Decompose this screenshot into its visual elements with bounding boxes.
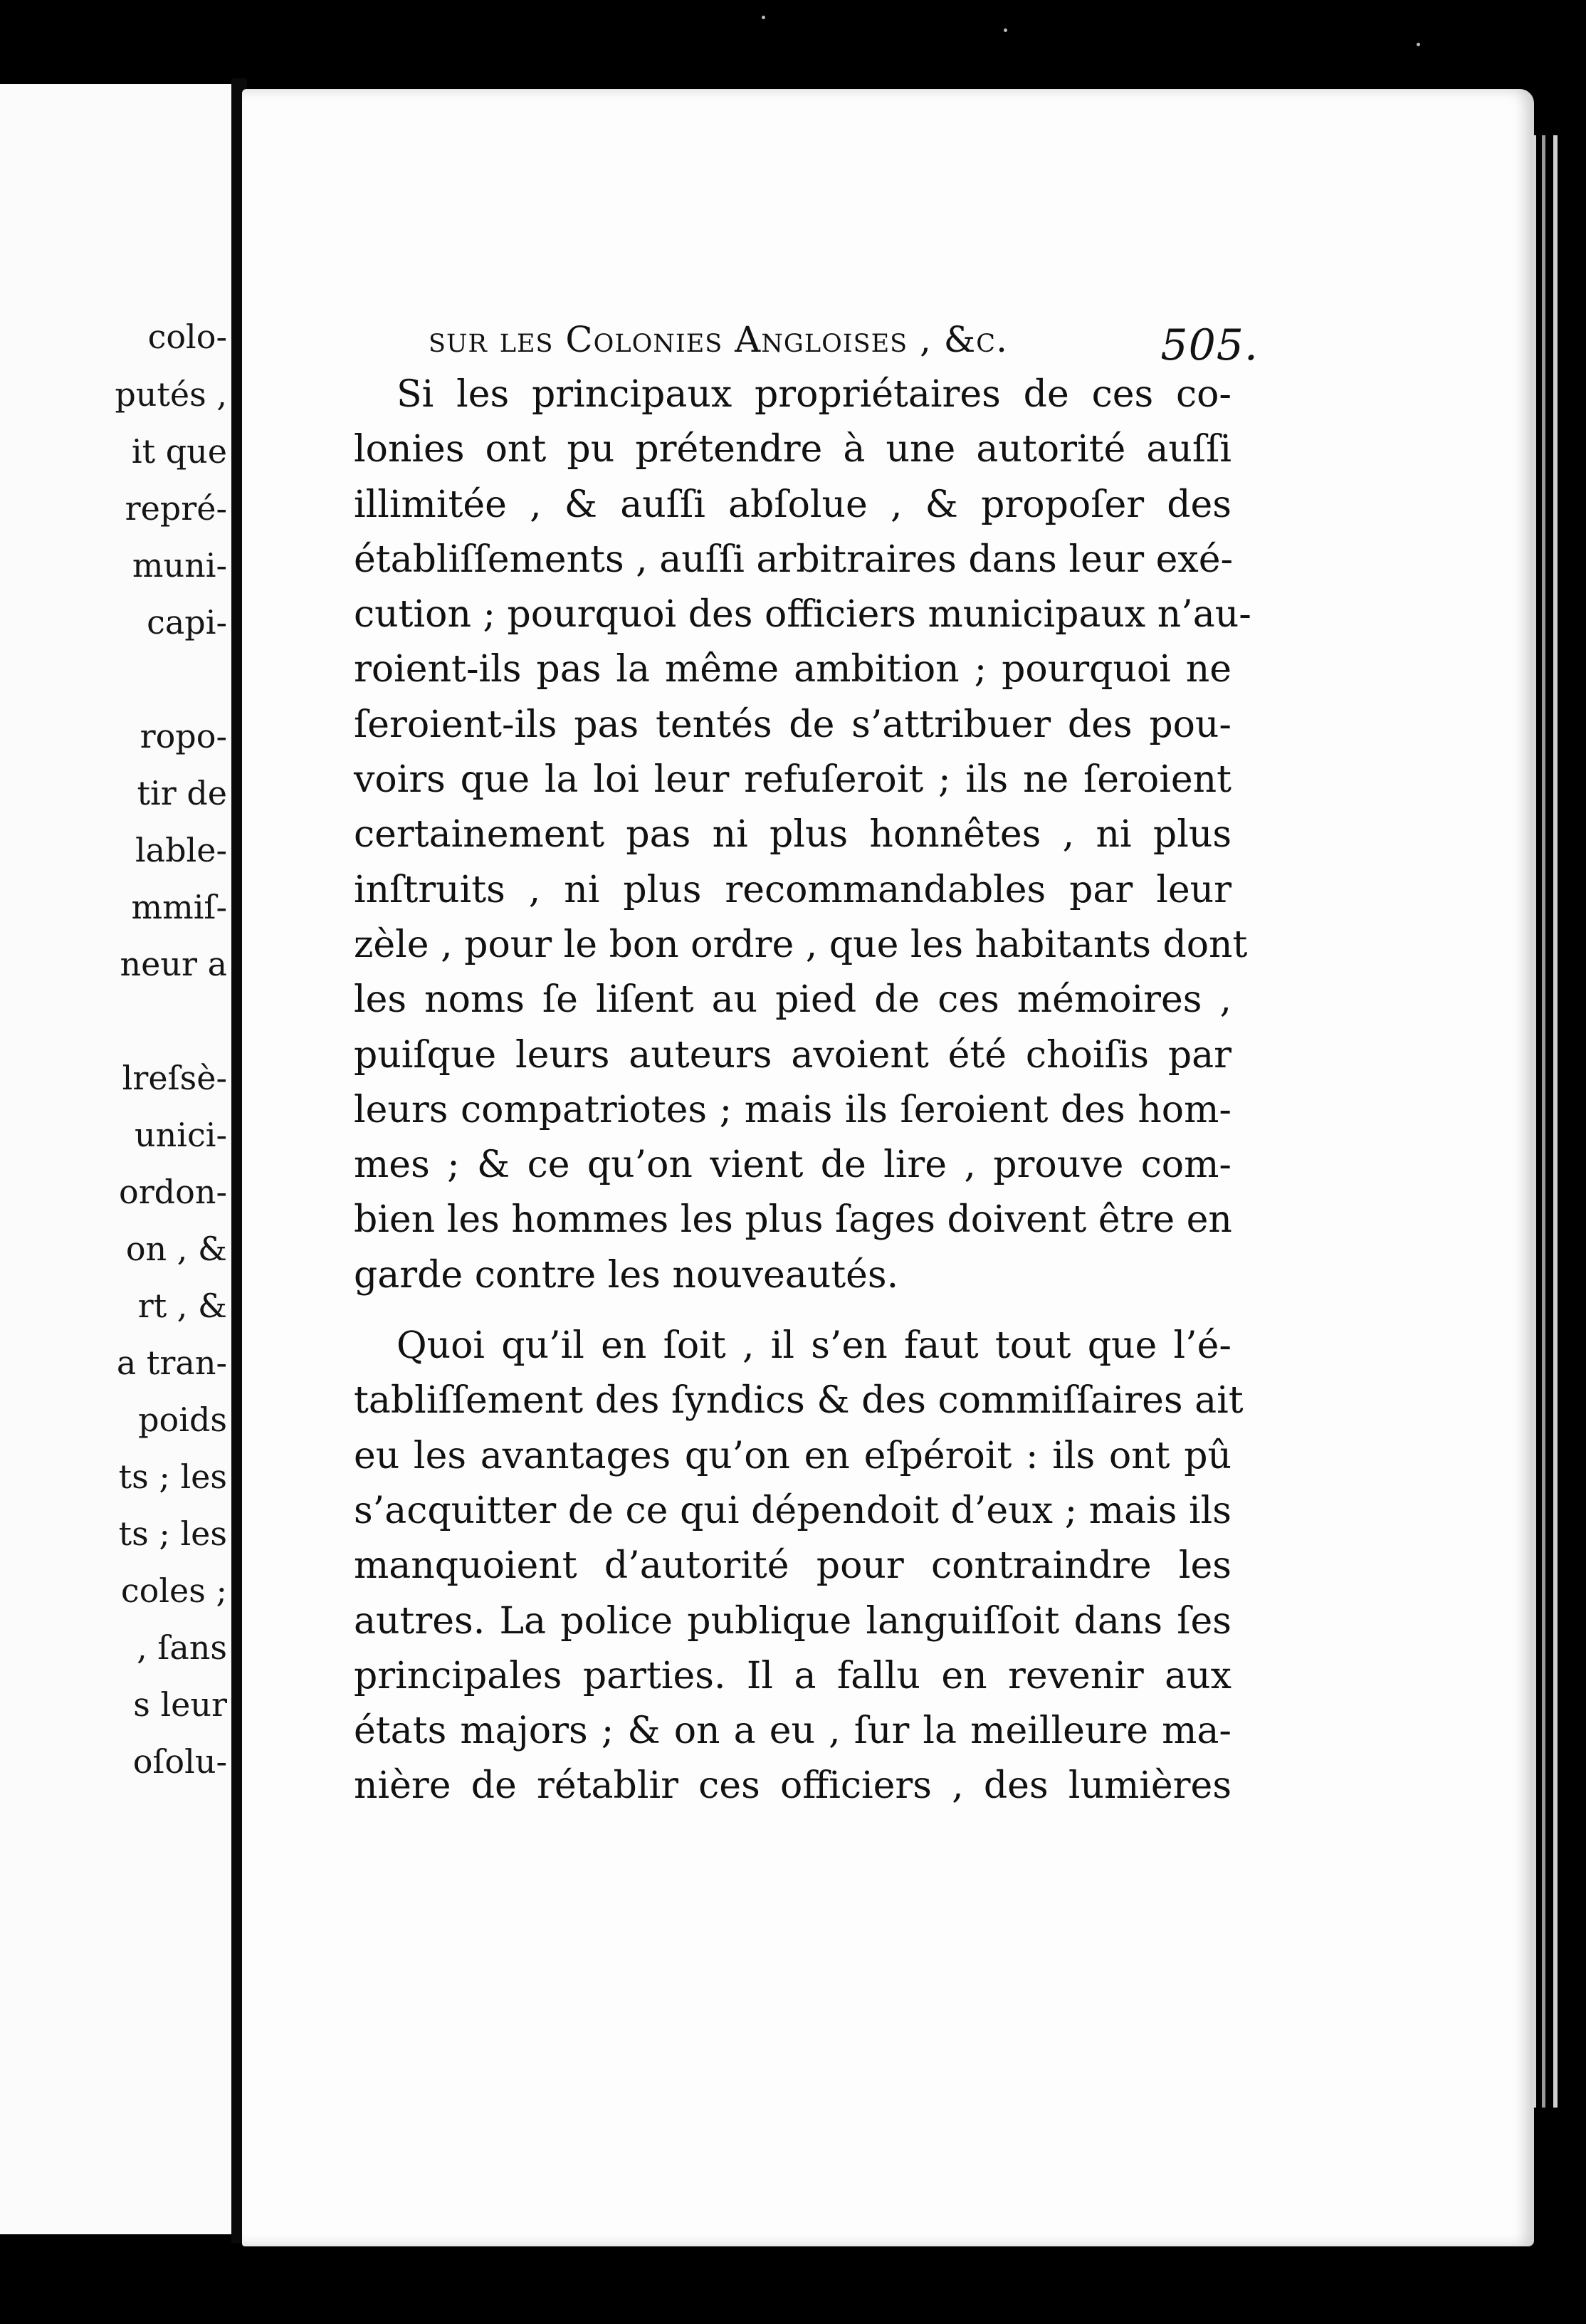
margin-fragment: on , &	[125, 1230, 227, 1268]
margin-fragment: capi-	[147, 603, 227, 642]
margin-fragment: oſolu-	[132, 1742, 227, 1781]
text-line: tabliſſement des ſyndics & des commiſſaires ait	[354, 1379, 1244, 1423]
margin-fragment: lreſsè-	[122, 1059, 227, 1097]
margin-fragment: a tran-	[116, 1344, 227, 1382]
text-line: illimitée , & auſſi abſolue , & propoſer des	[354, 483, 1231, 526]
dust-speck	[1004, 28, 1007, 32]
text-line: inſtruits , ni plus recommandables par leur	[354, 868, 1231, 911]
page-edge	[1530, 135, 1536, 2108]
page-number: 505.	[1160, 320, 1259, 370]
text-line: Quoi qu’il en ſoit , il s’en faut tout que l’é-	[397, 1324, 1231, 1368]
text-line: leurs compatriotes ; mais ils ſeroient des hom-	[354, 1088, 1231, 1131]
margin-fragment: coles ;	[120, 1571, 227, 1610]
dust-speck	[1417, 43, 1420, 46]
text-line: bien les hommes les plus ſages doivent être en	[354, 1198, 1232, 1242]
margin-fragment: lable-	[135, 831, 227, 869]
margin-fragment: ordon-	[119, 1173, 227, 1211]
margin-fragment: repré-	[125, 489, 227, 528]
text-line: eu les avantages qu’on en eſpéroit : ils ont pû	[354, 1434, 1231, 1477]
margin-fragment: it que	[131, 432, 227, 471]
margin-fragment: poids	[138, 1401, 227, 1439]
paragraph	[354, 367, 1251, 1303]
page-edge	[1542, 135, 1545, 2108]
previous-page	[0, 84, 231, 2234]
margin-fragment: neur a	[120, 945, 227, 983]
text-line: établiſſements , auſſi arbitraires dans leur exé-	[354, 538, 1234, 581]
text-line: puiſque leurs auteurs avoient été choiſis par	[354, 1033, 1231, 1077]
margin-fragment: ts ; les	[118, 1457, 227, 1496]
text-line: états majors ; & on a eu , ſur la meilleure ma-	[354, 1710, 1231, 1753]
text-line: principales parties. Il a fallu en revenir aux	[354, 1654, 1231, 1697]
dust-speck	[762, 16, 765, 19]
text-line: autres. La police publique languiſſoit dans ſes	[354, 1599, 1231, 1643]
page-edge	[1553, 135, 1558, 2108]
paragraph-gap	[354, 1303, 1231, 1319]
margin-fragment: s leur	[133, 1685, 227, 1724]
text-line: Si les principaux propriétaires de ces co-	[397, 373, 1231, 416]
running-head-title: sur les Colonies Angloises , &c.	[429, 319, 1008, 360]
margin-fragment: mmiſ-	[131, 888, 227, 926]
margin-fragment: ts ; les	[118, 1514, 227, 1553]
text-line: zèle , pour le bon ordre , que les habitants dont	[354, 923, 1248, 966]
text-line: garde contre les nouveautés.	[354, 1253, 899, 1297]
paragraph	[354, 1319, 1244, 1814]
text-line: roient-ils pas la même ambition ; pourquoi ne	[354, 648, 1231, 691]
margin-fragment: muni-	[132, 546, 227, 585]
text-line: s’acquitter de ce qui dépendoit d’eux ; mais ils	[354, 1489, 1231, 1532]
margin-fragment: rt , &	[137, 1287, 227, 1325]
text-line: lonies ont pu prétendre à une autorité auſſi	[354, 428, 1231, 471]
margin-fragment: unici-	[135, 1116, 227, 1154]
text-line: manquoient d’autorité pour contraindre les	[354, 1544, 1231, 1588]
margin-fragment: colo-	[147, 318, 227, 356]
text-line: cution ; pourquoi des officiers municipaux n’au-	[354, 593, 1251, 637]
text-line: voirs que la loi leur refuſeroit ; ils ne ſeroient	[354, 758, 1231, 802]
margin-fragment: tir de	[137, 774, 227, 812]
margin-fragment: putés ,	[115, 375, 227, 414]
margin-fragment: , ſans	[137, 1628, 227, 1667]
text-line: certainement pas ni plus honnêtes , ni plus	[354, 813, 1231, 857]
text-line: mes ; & ce qu’on vient de lire , prouve com-	[354, 1143, 1231, 1187]
text-line: les noms ſe liſent au pied de ces mémoires ,	[354, 978, 1231, 1022]
text-line: nière de rétablir ces officiers , des lumières	[354, 1764, 1231, 1808]
running-head	[429, 319, 1259, 370]
text-line: ſeroient-ils pas tentés de s’attribuer des pou-	[354, 703, 1231, 746]
body-text	[354, 367, 1251, 1814]
margin-fragment: ropo-	[140, 717, 227, 755]
